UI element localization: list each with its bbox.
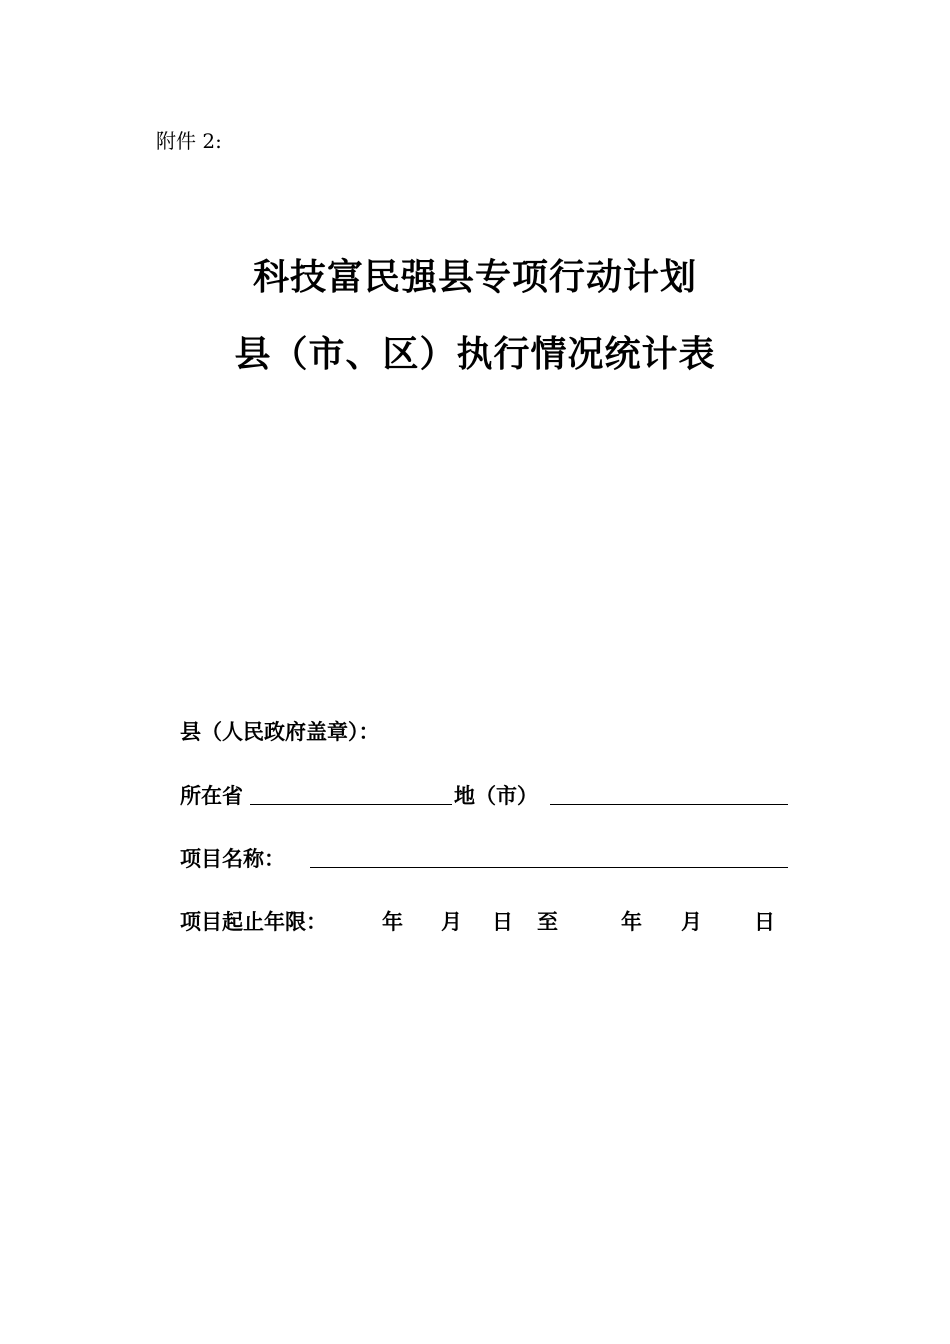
province-label: 所在省: [180, 783, 243, 808]
end-day-unit: 日: [754, 909, 775, 934]
prefecture-label: 地（市）: [454, 783, 538, 808]
start-day-unit: 日: [492, 909, 513, 934]
project-name-blank-line[interactable]: [310, 867, 788, 868]
end-month-unit: 月: [681, 909, 702, 934]
start-year-unit: 年: [382, 909, 403, 934]
prefecture-blank-line[interactable]: [550, 804, 788, 805]
project-period-label: 项目起止年限：: [180, 909, 327, 934]
province-blank-line[interactable]: [250, 804, 452, 805]
document-title-line-1: 科技富民强县专项行动计划: [252, 256, 697, 298]
start-month-unit: 月: [441, 909, 462, 934]
county-seal-label: 县（人民政府盖章）：: [180, 719, 380, 744]
end-year-unit: 年: [621, 909, 642, 934]
date-range-to: 至: [537, 909, 558, 934]
project-name-label: 项目名称：: [180, 846, 285, 871]
attachment-label: 附件 2:: [156, 129, 222, 153]
document-title-line-2: 县（市、区）执行情况统计表: [234, 333, 716, 375]
